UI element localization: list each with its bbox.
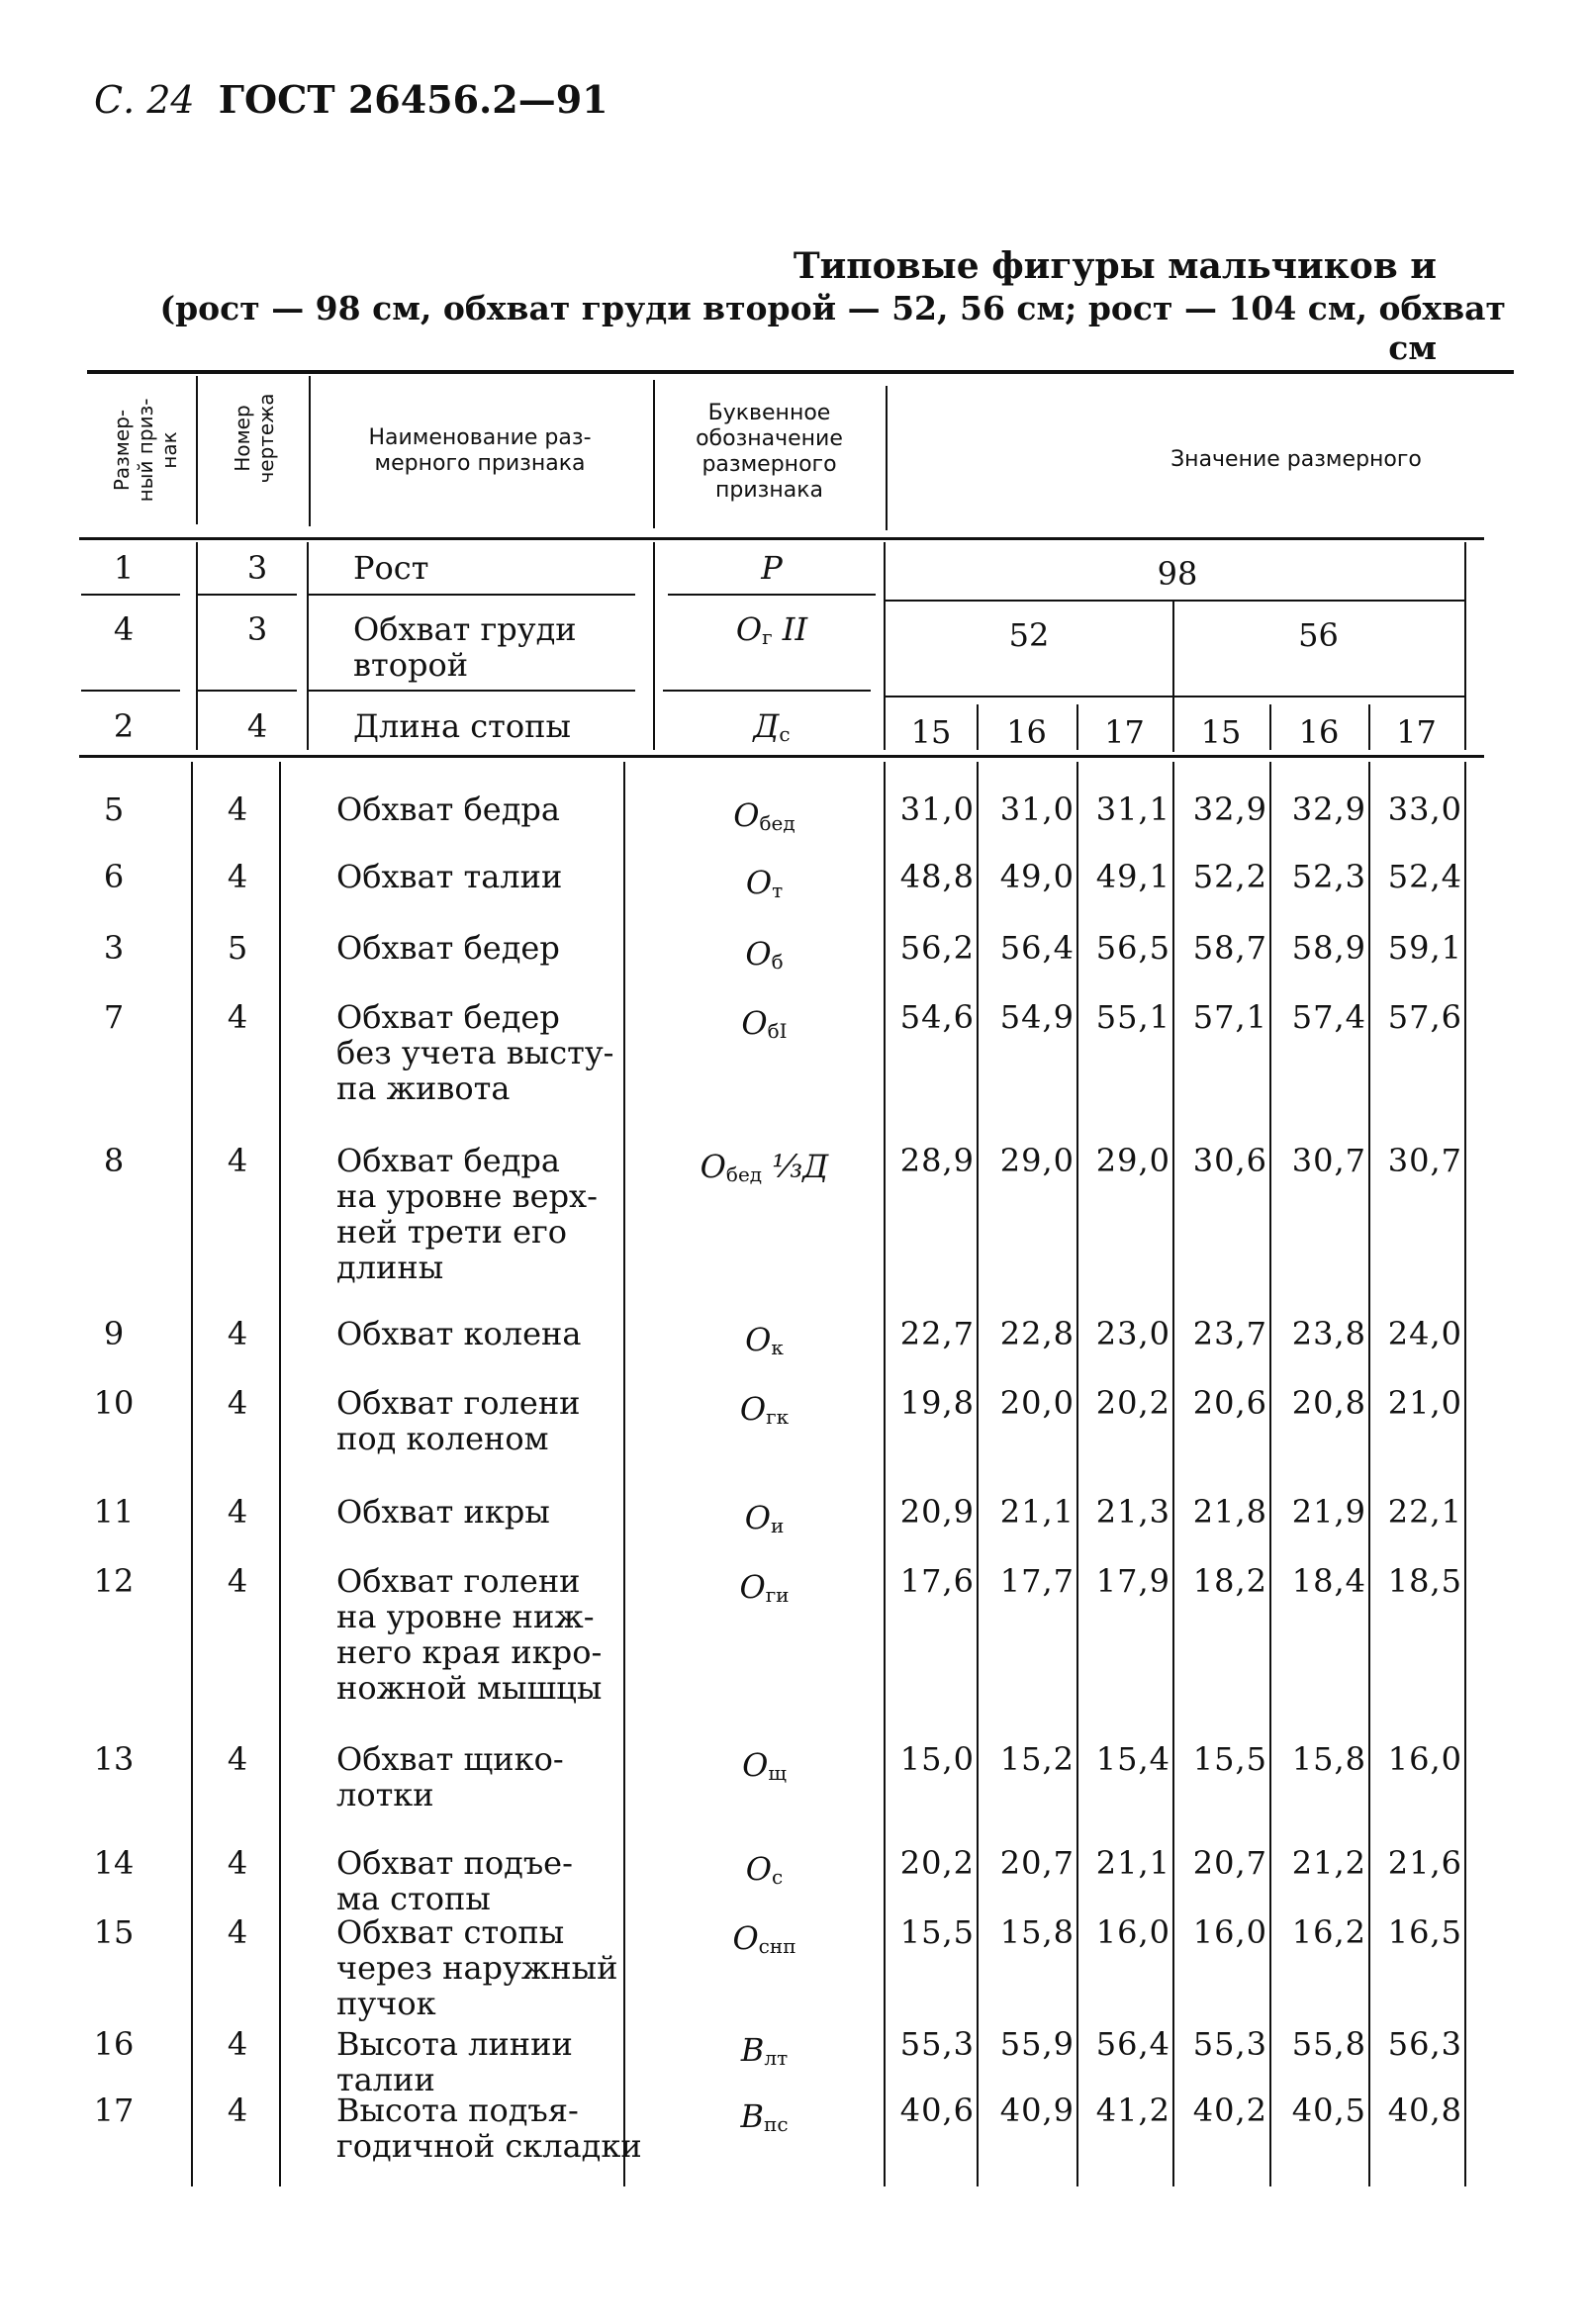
body-col-separator [977, 762, 979, 2186]
row-value: 57,4 [1291, 998, 1366, 1036]
row-value: 20,8 [1291, 1384, 1366, 1422]
row-value: 56,2 [899, 929, 975, 967]
row-letter-symbol: $О_{бед}$ [733, 796, 795, 835]
row-size-code: 11 [93, 1493, 135, 1531]
table-subtitle: (рост — 98 см, обхват груди второй — 52, 56 см; рост — 104 см, обхват [159, 289, 1506, 327]
group-row-symbol: $О_г$ II [735, 610, 808, 649]
group-row-foot-length: 16 [1006, 713, 1047, 751]
row-size-code: 6 [103, 858, 125, 895]
group-row-value: 56 [1298, 616, 1339, 654]
row-drawing-number: 4 [227, 1913, 248, 1951]
row-value: 40,9 [999, 2092, 1075, 2129]
row-size-code: 9 [103, 1315, 125, 1352]
row-size-code: 15 [93, 1913, 135, 1951]
row-value: 56,4 [1095, 2025, 1170, 2063]
row-value: 20,0 [999, 1384, 1075, 1422]
group-row-name: Обхват груди второй [353, 610, 577, 684]
group-row-symbol: $Д_с$ [753, 707, 791, 746]
row-feature-name: Обхват бедра [336, 790, 560, 828]
row-feature-name: Обхват бедра на уровне верх- ней трети его длины [336, 1142, 598, 1286]
row-letter-symbol: $О_{гк}$ [739, 1390, 790, 1429]
row-letter-symbol: $О_с$ [745, 1850, 784, 1889]
row-value: 16,0 [1192, 1913, 1267, 1951]
row-value: 40,8 [1387, 2092, 1462, 2129]
row-value: 55,9 [999, 2025, 1075, 2063]
row-letter-symbol: $О_{бед}$ ⅓Д [700, 1148, 829, 1186]
row-value: 15,8 [999, 1913, 1075, 1951]
row-value: 23,0 [1095, 1315, 1170, 1352]
row-value: 40,2 [1192, 2092, 1267, 2129]
row-value: 20,6 [1192, 1384, 1267, 1422]
row-size-code: 16 [93, 2025, 135, 2063]
group-col-separator [196, 542, 198, 750]
row-feature-name: Обхват голени под коленом [336, 1384, 581, 1457]
row-value: 18,4 [1291, 1562, 1366, 1600]
table-title: Типовые фигуры мальчиков и [793, 245, 1437, 287]
row-value: 21,8 [1192, 1493, 1267, 1531]
row-size-code: 7 [103, 998, 125, 1036]
page-header [94, 77, 608, 122]
header-size-code: Размер- ный приз- нак [110, 398, 181, 503]
row-value: 55,3 [1192, 2025, 1267, 2063]
row-drawing-number: 4 [227, 1562, 248, 1600]
header-bottom-rule [79, 537, 1484, 540]
row-value: 59,1 [1387, 929, 1462, 967]
row-value: 15,4 [1095, 1740, 1170, 1778]
row-feature-name: Обхват стопы через наружный пучок [336, 1913, 618, 2022]
group-row-rule [886, 696, 1464, 697]
row-feature-name: Обхват подъе- ма стопы [336, 1844, 573, 1917]
row-value: 54,9 [999, 998, 1075, 1036]
group-col-separator [884, 542, 886, 750]
row-feature-name: Высота линии талии [336, 2025, 573, 2098]
group-row-foot-length: 15 [1200, 713, 1242, 751]
group-row-code: 2 [113, 707, 135, 745]
group-row-drawing: 3 [246, 610, 268, 648]
row-letter-symbol: $О_т$ [745, 864, 784, 902]
row-size-code: 8 [103, 1142, 125, 1179]
row-feature-name: Обхват голени на уровне ниж- него края икро- ножной мышцы [336, 1562, 603, 1707]
row-letter-symbol: $О_щ$ [742, 1746, 787, 1785]
group-row-rule [663, 690, 871, 692]
row-value: 17,6 [899, 1562, 975, 1600]
row-value: 56,3 [1387, 2025, 1462, 2063]
row-value: 32,9 [1192, 790, 1267, 828]
row-value: 21,6 [1387, 1844, 1462, 1882]
row-value: 24,0 [1387, 1315, 1462, 1352]
row-letter-symbol: $О_и$ [744, 1499, 785, 1537]
row-value: 23,7 [1192, 1315, 1267, 1352]
row-value: 21,3 [1095, 1493, 1170, 1531]
header-drawing-number: Номер чертежа [231, 393, 278, 484]
row-value: 22,7 [899, 1315, 975, 1352]
row-value: 49,0 [999, 858, 1075, 895]
row-value: 31,0 [999, 790, 1075, 828]
group-row-foot-length: 15 [910, 713, 952, 751]
body-col-separator [279, 762, 281, 2186]
row-size-code: 13 [93, 1740, 135, 1778]
table-unit: см [1388, 328, 1437, 367]
row-value: 16,5 [1387, 1913, 1462, 1951]
row-value: 20,7 [999, 1844, 1075, 1882]
row-value: 20,9 [899, 1493, 975, 1531]
row-drawing-number: 4 [227, 1493, 248, 1531]
row-value: 16,2 [1291, 1913, 1366, 1951]
row-value: 58,9 [1291, 929, 1366, 967]
header-letter-symbol: Буквенное обозначение размерного признака [696, 401, 843, 503]
row-value: 55,8 [1291, 2025, 1366, 2063]
group-row-rule [198, 594, 297, 596]
group-row-rule [198, 690, 297, 692]
group-col-separator [653, 542, 655, 750]
row-value: 41,2 [1095, 2092, 1170, 2129]
header-col-separator [886, 386, 888, 530]
row-value: 48,8 [899, 858, 975, 895]
header-col-separator [653, 380, 655, 528]
row-letter-symbol: $О_{ги}$ [739, 1568, 790, 1607]
row-value: 52,4 [1387, 858, 1462, 895]
row-value: 16,0 [1387, 1740, 1462, 1778]
row-value: 21,0 [1387, 1384, 1462, 1422]
row-value: 16,0 [1095, 1913, 1170, 1951]
group-row-rule [309, 690, 635, 692]
group-bottom-rule [79, 755, 1484, 758]
row-value: 54,6 [899, 998, 975, 1036]
row-size-code: 10 [93, 1384, 135, 1422]
row-value: 29,0 [1095, 1142, 1170, 1179]
row-drawing-number: 4 [227, 2025, 248, 2063]
row-size-code: 5 [103, 790, 125, 828]
group-row-foot-length: 16 [1298, 713, 1340, 751]
group-row-code: 1 [113, 549, 135, 587]
row-drawing-number: 4 [227, 2092, 248, 2129]
row-value: 15,5 [1192, 1740, 1267, 1778]
row-letter-symbol: $О_к$ [745, 1321, 784, 1359]
row-value: 31,1 [1095, 790, 1170, 828]
body-col-separator [1269, 762, 1271, 2186]
row-value: 49,1 [1095, 858, 1170, 895]
group-row-rule [81, 594, 180, 596]
row-size-code: 3 [103, 929, 125, 967]
row-drawing-number: 4 [227, 1384, 248, 1422]
row-feature-name: Обхват щико- лотки [336, 1740, 564, 1813]
row-feature-name: Обхват колена [336, 1315, 582, 1352]
group-row-rule [668, 594, 876, 596]
header-col-separator [196, 376, 198, 524]
body-col-separator [1464, 762, 1466, 2186]
row-value: 17,7 [999, 1562, 1075, 1600]
row-drawing-number: 4 [227, 1844, 248, 1882]
row-value: 55,3 [899, 2025, 975, 2063]
group-col-separator [1172, 602, 1174, 752]
row-drawing-number: 4 [227, 858, 248, 895]
row-value: 30,6 [1192, 1142, 1267, 1179]
row-value: 20,7 [1192, 1844, 1267, 1882]
group-row-name: Длина стопы [353, 707, 571, 745]
row-value: 23,8 [1291, 1315, 1366, 1352]
group-row-rule [886, 600, 1464, 602]
group-row-drawing: 3 [246, 549, 268, 587]
group-row-drawing: 4 [246, 707, 268, 745]
body-col-separator [1172, 762, 1174, 2186]
group-row-code: 4 [113, 610, 135, 648]
row-value: 15,0 [899, 1740, 975, 1778]
header-feature-name: Наименование раз- мерного признака [368, 425, 592, 476]
row-feature-name: Обхват бедер [336, 929, 560, 967]
row-value: 20,2 [1095, 1384, 1170, 1422]
row-size-code: 12 [93, 1562, 135, 1600]
row-letter-symbol: $В_{пс}$ [740, 2097, 789, 2136]
row-value: 40,5 [1291, 2092, 1366, 2129]
row-value: 52,3 [1291, 858, 1366, 895]
body-col-separator [1368, 762, 1370, 2186]
row-letter-symbol: $О_{бI}$ [741, 1004, 788, 1043]
group-col-separator [1269, 704, 1271, 750]
group-col-separator [977, 704, 979, 750]
row-value: 33,0 [1387, 790, 1462, 828]
row-value: 21,1 [999, 1493, 1075, 1531]
group-col-separator [307, 542, 309, 750]
body-col-separator [191, 762, 193, 2186]
group-row-value: 98 [1157, 555, 1198, 593]
row-feature-name: Высота подъя- годичной складки [336, 2092, 642, 2165]
row-drawing-number: 4 [227, 1142, 248, 1179]
row-size-code: 14 [93, 1844, 135, 1882]
row-value: 15,2 [999, 1740, 1075, 1778]
row-drawing-number: 4 [227, 1740, 248, 1778]
row-feature-name: Обхват талии [336, 858, 563, 895]
row-drawing-number: 5 [227, 929, 248, 967]
body-col-separator [1076, 762, 1078, 2186]
group-row-rule [309, 594, 635, 596]
row-value: 56,5 [1095, 929, 1170, 967]
row-value: 21,1 [1095, 1844, 1170, 1882]
row-drawing-number: 4 [227, 998, 248, 1036]
row-size-code: 17 [93, 2092, 135, 2129]
row-drawing-number: 4 [227, 1315, 248, 1352]
header-col-separator [309, 376, 311, 526]
row-value: 21,9 [1291, 1493, 1366, 1531]
body-col-separator [884, 762, 886, 2186]
row-value: 52,2 [1192, 858, 1267, 895]
row-drawing-number: 4 [227, 790, 248, 828]
row-value: 21,2 [1291, 1844, 1366, 1882]
row-letter-symbol: $О_б$ [745, 935, 784, 974]
standard-number: ГОСТ 26456.2—91 [218, 77, 608, 122]
group-row-foot-length: 17 [1104, 713, 1145, 751]
row-value: 58,7 [1192, 929, 1267, 967]
group-row-symbol: P [761, 549, 783, 587]
row-value: 20,2 [899, 1844, 975, 1882]
row-value: 28,9 [899, 1142, 975, 1179]
page-number: С. 24 [94, 78, 195, 122]
row-value: 18,5 [1387, 1562, 1462, 1600]
row-letter-symbol: $В_{лт}$ [740, 2031, 789, 2070]
group-row-name: Рост [353, 549, 429, 587]
row-value: 55,1 [1095, 998, 1170, 1036]
group-col-separator [1368, 704, 1370, 750]
row-value: 30,7 [1387, 1142, 1462, 1179]
row-value: 57,1 [1192, 998, 1267, 1036]
row-value: 32,9 [1291, 790, 1366, 828]
group-row-foot-length: 17 [1396, 713, 1437, 751]
row-value: 29,0 [999, 1142, 1075, 1179]
row-value: 15,8 [1291, 1740, 1366, 1778]
row-value: 19,8 [899, 1384, 975, 1422]
row-value: 17,9 [1095, 1562, 1170, 1600]
group-row-value: 52 [1008, 616, 1050, 654]
row-feature-name: Обхват бедер без учета высту- па живота [336, 998, 614, 1107]
group-row-rule [81, 690, 180, 692]
header-value: Значение размерного [1170, 447, 1422, 472]
row-value: 18,2 [1192, 1562, 1267, 1600]
group-col-separator [1076, 704, 1078, 750]
row-feature-name: Обхват икры [336, 1493, 550, 1531]
row-letter-symbol: $О_{снп}$ [732, 1919, 796, 1958]
group-col-separator [1464, 542, 1466, 750]
row-value: 56,4 [999, 929, 1075, 967]
row-value: 30,7 [1291, 1142, 1366, 1179]
header-top-rule [87, 370, 1514, 374]
row-value: 40,6 [899, 2092, 975, 2129]
row-value: 57,6 [1387, 998, 1462, 1036]
row-value: 22,1 [1387, 1493, 1462, 1531]
row-value: 31,0 [899, 790, 975, 828]
row-value: 15,5 [899, 1913, 975, 1951]
row-value: 22,8 [999, 1315, 1075, 1352]
